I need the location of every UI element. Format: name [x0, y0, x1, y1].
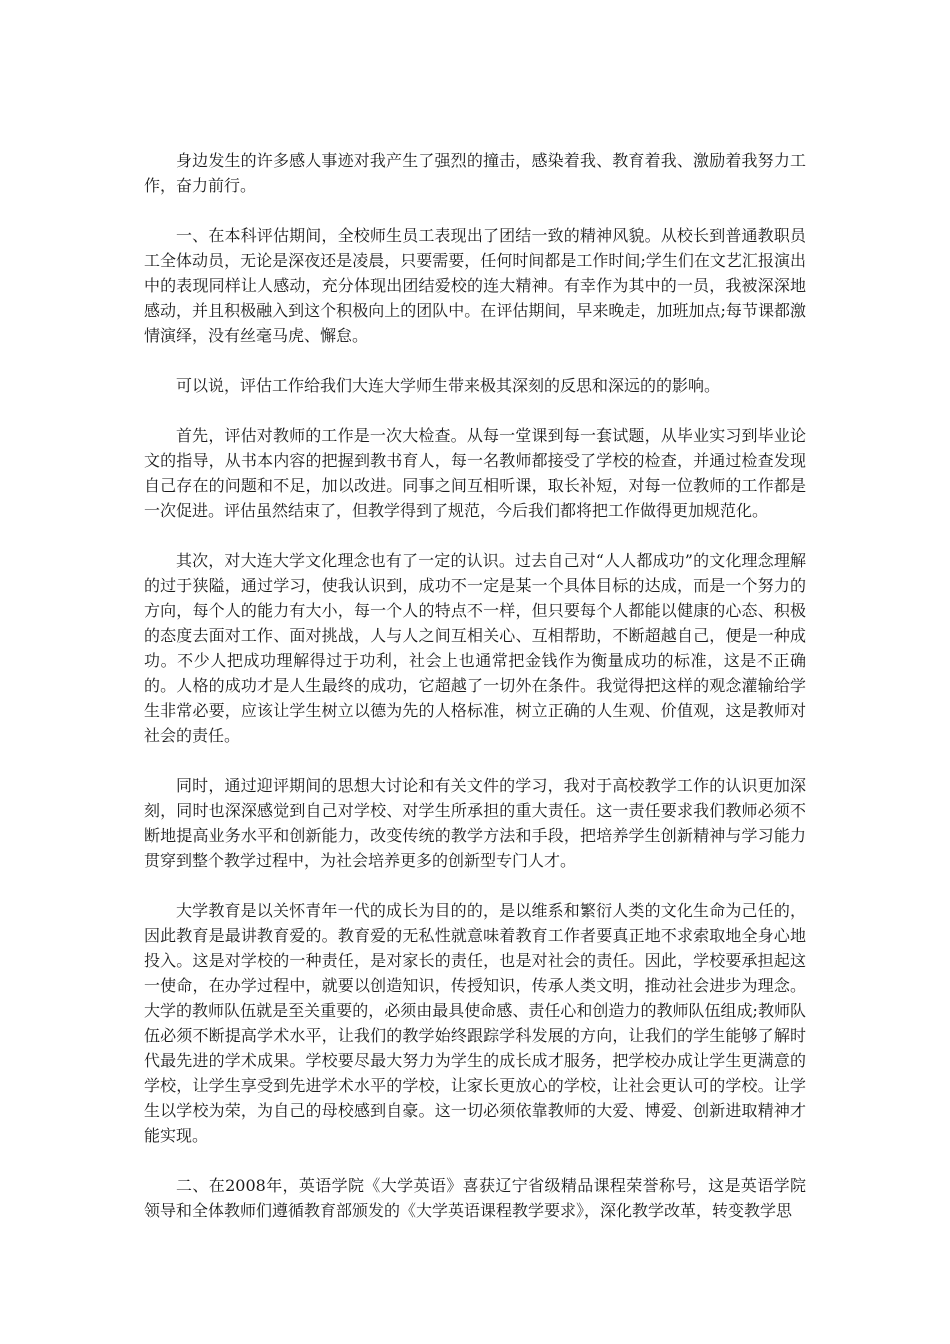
paragraph-1: 身边发生的许多感人事迹对我产生了强烈的撞击，感染着我、教育着我、激励着我努力工作，奋力前行。 [144, 151, 806, 195]
paragraph-4: 首先，评估对教师的工作是一次大检查。从每一堂课到每一套试题，从毕业实习到毕业论文的指导，从书本内容的把握到教书育人，每一名教师都接受了学校的检查，并通过检查发现自己存在的问题和不足，加以改进。同事之间互相听课，取长补短，对每一位教师的工作都是一次促进。评估虽然结束了，但教学得到了规范，今后我们都将把工作做得更加规范化。 [144, 426, 806, 520]
paragraph-2: 一、在本科评估期间，全校师生员工表现出了团结一致的精神风貌。从校长到普通教职员工全体动员，无论是深夜还是凌晨，只要需要，任何时间都是工作时间;学生们在文艺汇报演出中的表现同样让人感动，充分体现出团结爱校的连大精神。有幸作为其中的一员，我被深深地感动，并且积极融入到这个积极向上的团队中。在评估期间，早来晚走，加班加点;每节课都激情演绎，没有丝毫马虎、懈怠。 [144, 226, 806, 345]
paragraph-7: 大学教育是以关怀青年一代的成长为目的的，是以维系和繁衍人类的文化生命为己任的，因此教育是最讲教育爱的。教育爱的无私性就意味着教育工作者要真正地不求索取地全身心地投入。这是对学校的一种责任，是对家长的责任，也是对社会的责任。因此，学校要承担起这一使命，在办学过程中，就要以创造知识，传授知识，传承人类文明，推动社会进步为理念。大学的教师队伍就是至关重要的，必须由最具使命感、责任心和创造力的教师队伍组成;教师队伍必须不断提高学术水平，让我们的教学始终跟踪学科发展的方向，让我们的学生能够了解时代最先进的学术成果。学校要尽最大努力为学生的成长成才服务，把学校办成让学生更满意的学校，让学生享受到先进学术水平的学校，让家长更放心的学校，让社会更认可的学校。让学生以学校为荣，为自己的母校感到自豪。这一切必须依靠教师的大爱、博爱、创新进取精神才能实现。 [144, 901, 806, 1145]
paragraph-3: 可以说，评估工作给我们大连大学师生带来极其深刻的反思和深远的的影响。 [176, 376, 721, 395]
paragraph-6: 同时，通过迎评期间的思想大讨论和有关文件的学习，我对于高校教学工作的认识更加深刻，同时也深深感觉到自己对学校、对学生所承担的重大责任。这一责任要求我们教师必须不断地提高业务水平和创新能力，改变传统的教学方法和手段，把培养学生创新精神与学习能力贯穿到整个教学过程中，为社会培养更多的创新型专门人才。 [144, 776, 806, 870]
document-body [144, 148, 806, 1248]
paragraph-8: 二、在2008年，英语学院《大学英语》喜获辽宁省级精品课程荣誉称号，这是英语学院领导和全体教师们遵循教育部颁发的《大学英语课程教学要求》，深化教学改革，转变教学思 [144, 1176, 806, 1220]
paragraph-5: 其次，对大连大学文化理念也有了一定的认识。过去自己对“人人都成功”的文化理念理解的过于狭隘，通过学习，使我认识到，成功不一定是某一个具体目标的达成，而是一个努力的方向，每个人的能力有大小，每一个人的特点不一样，但只要每个人都能以健康的心态、积极的态度去面对工作、面对挑战，人与人之间互相关心、互相帮助，不断超越自己，便是一种成功。不少人把成功理解得过于功利，社会上也通常把金钱作为衡量成功的标准，这是不正确的。人格的成功才是人生最终的成功，它超越了一切外在条件。我觉得把这样的观念灌输给学生非常必要，应该让学生树立以德为先的人格标准，树立正确的人生观、价值观，这是教师对社会的责任。 [144, 551, 806, 745]
